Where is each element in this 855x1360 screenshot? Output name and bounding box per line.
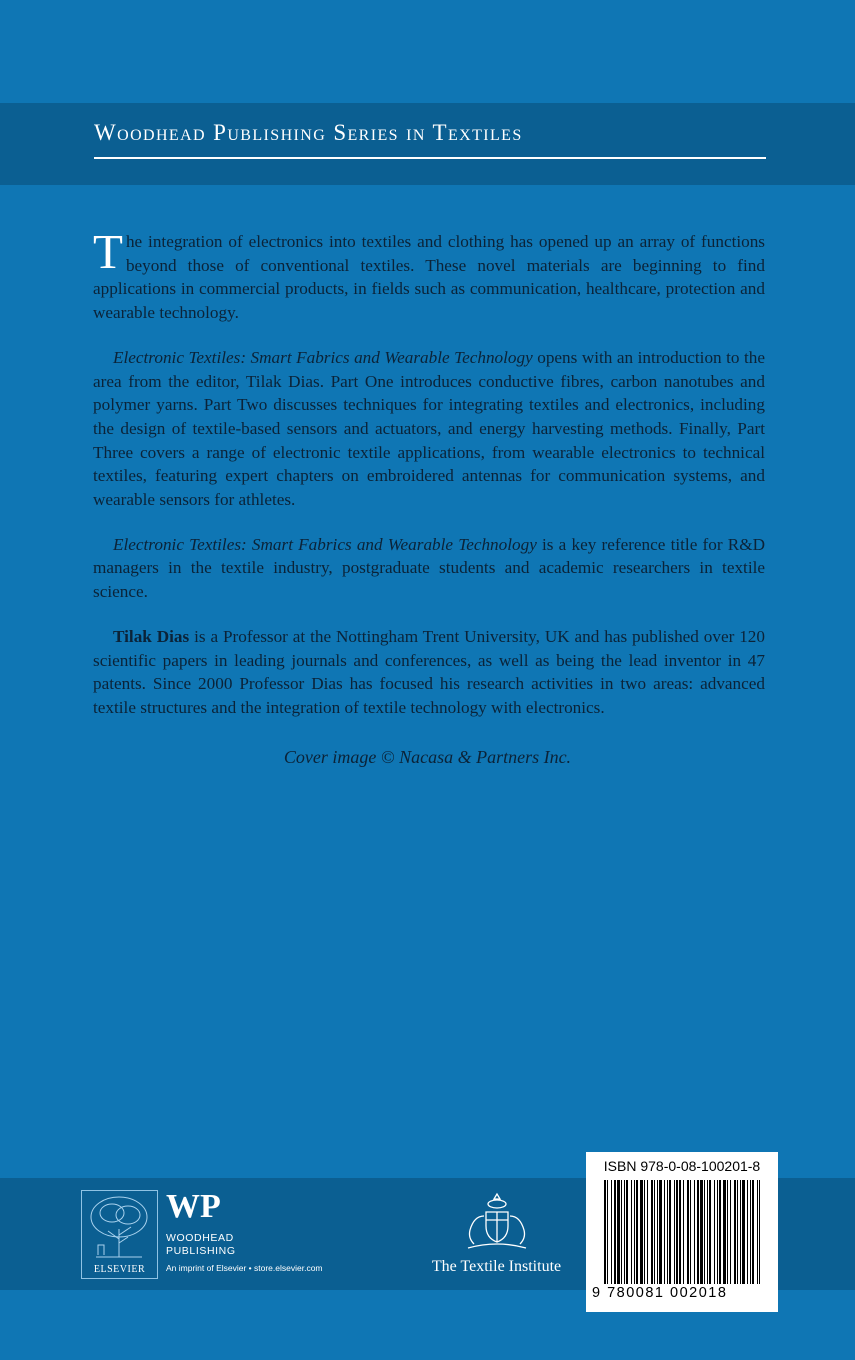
barcode-bar (634, 1180, 635, 1284)
barcode-bar (644, 1180, 645, 1284)
book-title-ref: Electronic Textiles: Smart Fabrics and Wearable Technology (113, 347, 533, 367)
barcode-bar (657, 1180, 658, 1284)
barcode (604, 1180, 760, 1284)
barcode-bar (737, 1180, 738, 1284)
drop-cap: T (93, 224, 123, 279)
barcode-bar (690, 1180, 691, 1284)
barcode-bar (750, 1180, 751, 1284)
editor-name: Tilak Dias (113, 626, 190, 646)
barcode-bar (640, 1180, 643, 1284)
barcode-bar (604, 1180, 606, 1284)
cover-credit: Cover image © Nacasa & Partners Inc. (283, 747, 572, 767)
barcode-bar (664, 1180, 665, 1284)
barcode-bar (752, 1180, 754, 1284)
barcode-bar (683, 1180, 684, 1284)
elsevier-label: ELSEVIER (93, 1264, 146, 1275)
barcode-bar (697, 1180, 699, 1284)
editor-bio: is a Professor at the Nottingham Trent University, UK and has published over 120 scientific papers in leading journals and conferences, as well as being the lead inventor in 47 patents. Since 2000 Professor Dias has focused his research activities in two areas: advanced textile structures and the integration of textile technology with electronics. (93, 626, 765, 717)
imprint-line: An imprint of Elsevier • store.elsevier.com (166, 1263, 323, 1273)
contents-text: opens with an introduction to the area from the editor, Tilak Dias. Part One introduces conductive fibres, carbon nanotubes and polymer yarns. Part Two discusses techniques for integrating textiles and electronics, including the design of textile-based sensors and actuators, and energy harvesting methods. Finally, Part Three covers a range of electronic textile applications, from wearable electronics to technical textiles, featuring expert chapters on embroidered antennas for communication systems, and wearable sensors for athletes. (93, 347, 766, 510)
barcode-bar (647, 1180, 648, 1284)
tree-icon (82, 1191, 157, 1261)
barcode-bar (694, 1180, 695, 1284)
barcode-bar (651, 1180, 653, 1284)
editor-paragraph (93, 625, 765, 720)
barcode-bar (700, 1180, 703, 1284)
barcode-bar (621, 1180, 622, 1284)
wp-logo: WP (166, 1188, 221, 1225)
barcode-bar (734, 1180, 736, 1284)
barcode-bar (707, 1180, 708, 1284)
barcode-bar (730, 1180, 731, 1284)
barcode-bar (727, 1180, 728, 1284)
book-title-ref: Electronic Textiles: Smart Fabrics and Wearable Technology (113, 534, 537, 554)
woodhead-publishing-name (166, 1232, 236, 1258)
barcode-bar (719, 1180, 721, 1284)
barcode-bar (631, 1180, 632, 1284)
barcode-bar (723, 1180, 726, 1284)
barcode-bar (624, 1180, 625, 1284)
series-underline (94, 157, 766, 159)
intro-paragraph (93, 224, 765, 325)
barcode-bar (740, 1180, 741, 1284)
textile-institute-crest-icon (458, 1190, 536, 1254)
barcode-bar (717, 1180, 718, 1284)
wp-line-1: WOODHEAD (166, 1232, 234, 1244)
barcode-bar (687, 1180, 689, 1284)
barcode-bar (669, 1180, 671, 1284)
audience-paragraph (93, 533, 765, 604)
barcode-bar (659, 1180, 662, 1284)
barcode-bar (617, 1180, 620, 1284)
barcode-digits: 9 780081 002018 (592, 1285, 728, 1301)
wp-line-2: PUBLISHING (166, 1245, 236, 1257)
barcode-bar (759, 1180, 760, 1284)
barcode-bar (674, 1180, 675, 1284)
isbn-label: ISBN 978-0-08-100201-8 (603, 1158, 761, 1174)
barcode-bar (679, 1180, 681, 1284)
barcode-bar (709, 1180, 711, 1284)
barcode-bar (704, 1180, 705, 1284)
series-title: Woodhead Publishing Series in Textiles (94, 120, 523, 145)
barcode-bar (676, 1180, 678, 1284)
barcode-bar (607, 1180, 608, 1284)
textile-institute-name: The Textile Institute (431, 1258, 562, 1275)
barcode-panel (586, 1152, 778, 1312)
barcode-bar (611, 1180, 612, 1284)
audience-text: is a key reference title for R&D managers in the textile industry, postgraduate students and academic researchers in textile science. (93, 534, 765, 602)
barcode-bar (614, 1180, 616, 1284)
barcode-bar (626, 1180, 628, 1284)
blurb (93, 224, 766, 741)
barcode-bar (757, 1180, 758, 1284)
barcode-bar (714, 1180, 715, 1284)
barcode-bar (742, 1180, 745, 1284)
barcode-bar (654, 1180, 655, 1284)
contents-paragraph (93, 346, 765, 512)
elsevier-logo (81, 1190, 158, 1279)
barcode-bar (636, 1180, 638, 1284)
intro-text: he integration of electronics into textiles and clothing has opened up an array of functions beyond those of conventional textiles. These novel materials are beginning to find applications in commercial products, in fields such as communication, healthcare, protection and wearable technology. (93, 232, 765, 323)
barcode-bar (747, 1180, 748, 1284)
barcode-bar (667, 1180, 668, 1284)
